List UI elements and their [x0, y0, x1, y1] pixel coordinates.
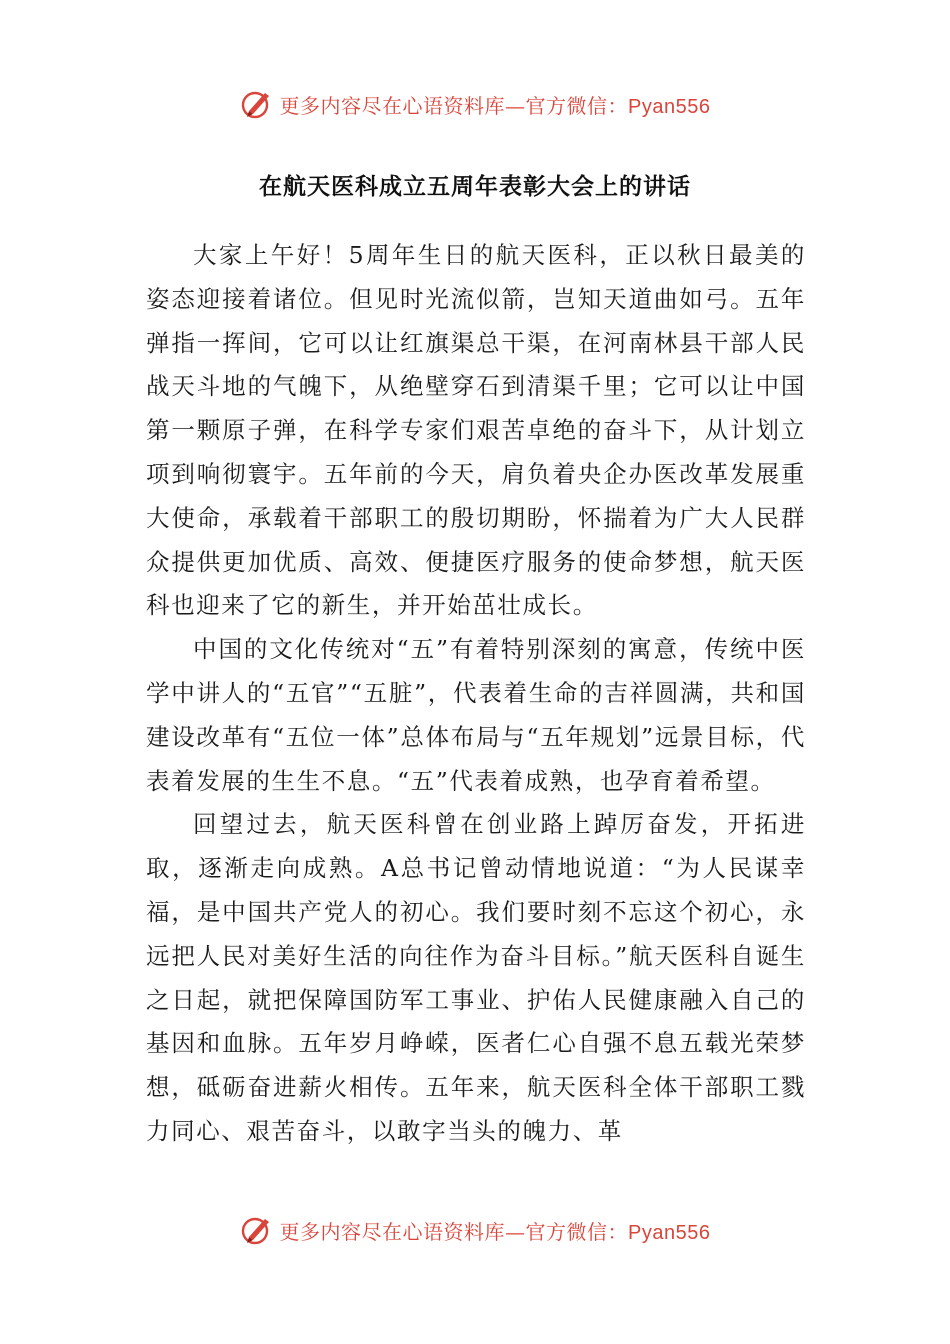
watermark-text — [280, 1216, 711, 1245]
pen-circle-logo-icon — [240, 87, 274, 121]
document-body — [146, 234, 806, 1154]
pen-circle-logo-icon — [240, 1213, 274, 1247]
footer-watermark-banner — [0, 1210, 950, 1250]
paragraph: 大家上午好！5周年生日的航天医科，正以秋日最美的姿态迎接着诸位。但见时光流似箭，岂知天道曲如弓。五年弹指一挥间，它可以让红旗渠总干渠，在河南林县干部人民战天斗地的气魄下，从绝壁穿石到清渠千里；它可以让中国第一颗原子弹，在科学专家们艰苦卓绝的奋斗下，从计划立项到响彻寰宇。五年前的今天，肩负着央企办医改革发展重大使命，承载着干部职工的殷切期盼，怀揣着为广大人民群众提供更加优质、高效、便捷医疗服务的使命梦想，航天医科也迎来了它的新生，并开始茁壮成长。 — [146, 241, 806, 620]
watermark-text — [280, 90, 711, 119]
wechat-id: Pyan556 — [628, 95, 711, 118]
header-watermark-banner — [0, 84, 950, 124]
paragraph: 中国的文化传统对“五”有着特别深刻的寓意，传统中医学中讲人的“五官”“五脏”，代表着生命的吉祥圆满，共和国建设改革有“五位一体”总体布局与“五年规划”远景目标，代表着发展的生生不息。“五”代表着成熟，也孕育着希望。 — [146, 635, 806, 795]
document-title: 在航天医科成立五周年表彰大会上的讲话 — [259, 174, 691, 200]
watermark-label: 更多内容尽在心语资料库—官方微信： — [279, 93, 629, 118]
watermark-label: 更多内容尽在心语资料库—官方微信： — [279, 1219, 629, 1244]
wechat-id: Pyan556 — [628, 1221, 711, 1244]
paragraph: 回望过去，航天医科曾在创业路上踔厉奋发，开拓进取，逐渐走向成熟。A总书记曾动情地说道：“为人民谋幸福，是中国共产党人的初心。我们要时刻不忘这个初心，永远把人民对美好生活的向往作为奋斗目标。”航天医科自诞生之日起，就把保障国防军工事业、护佑人民健康融入自己的基因和血脉。五年岁月峥嵘，医者仁心自强不息五载光荣梦想，砥砺奋进薪火相传。五年来，航天医科全体干部职工戮力同心、艰苦奋斗，以敢字当头的魄力、革 — [146, 810, 806, 1145]
